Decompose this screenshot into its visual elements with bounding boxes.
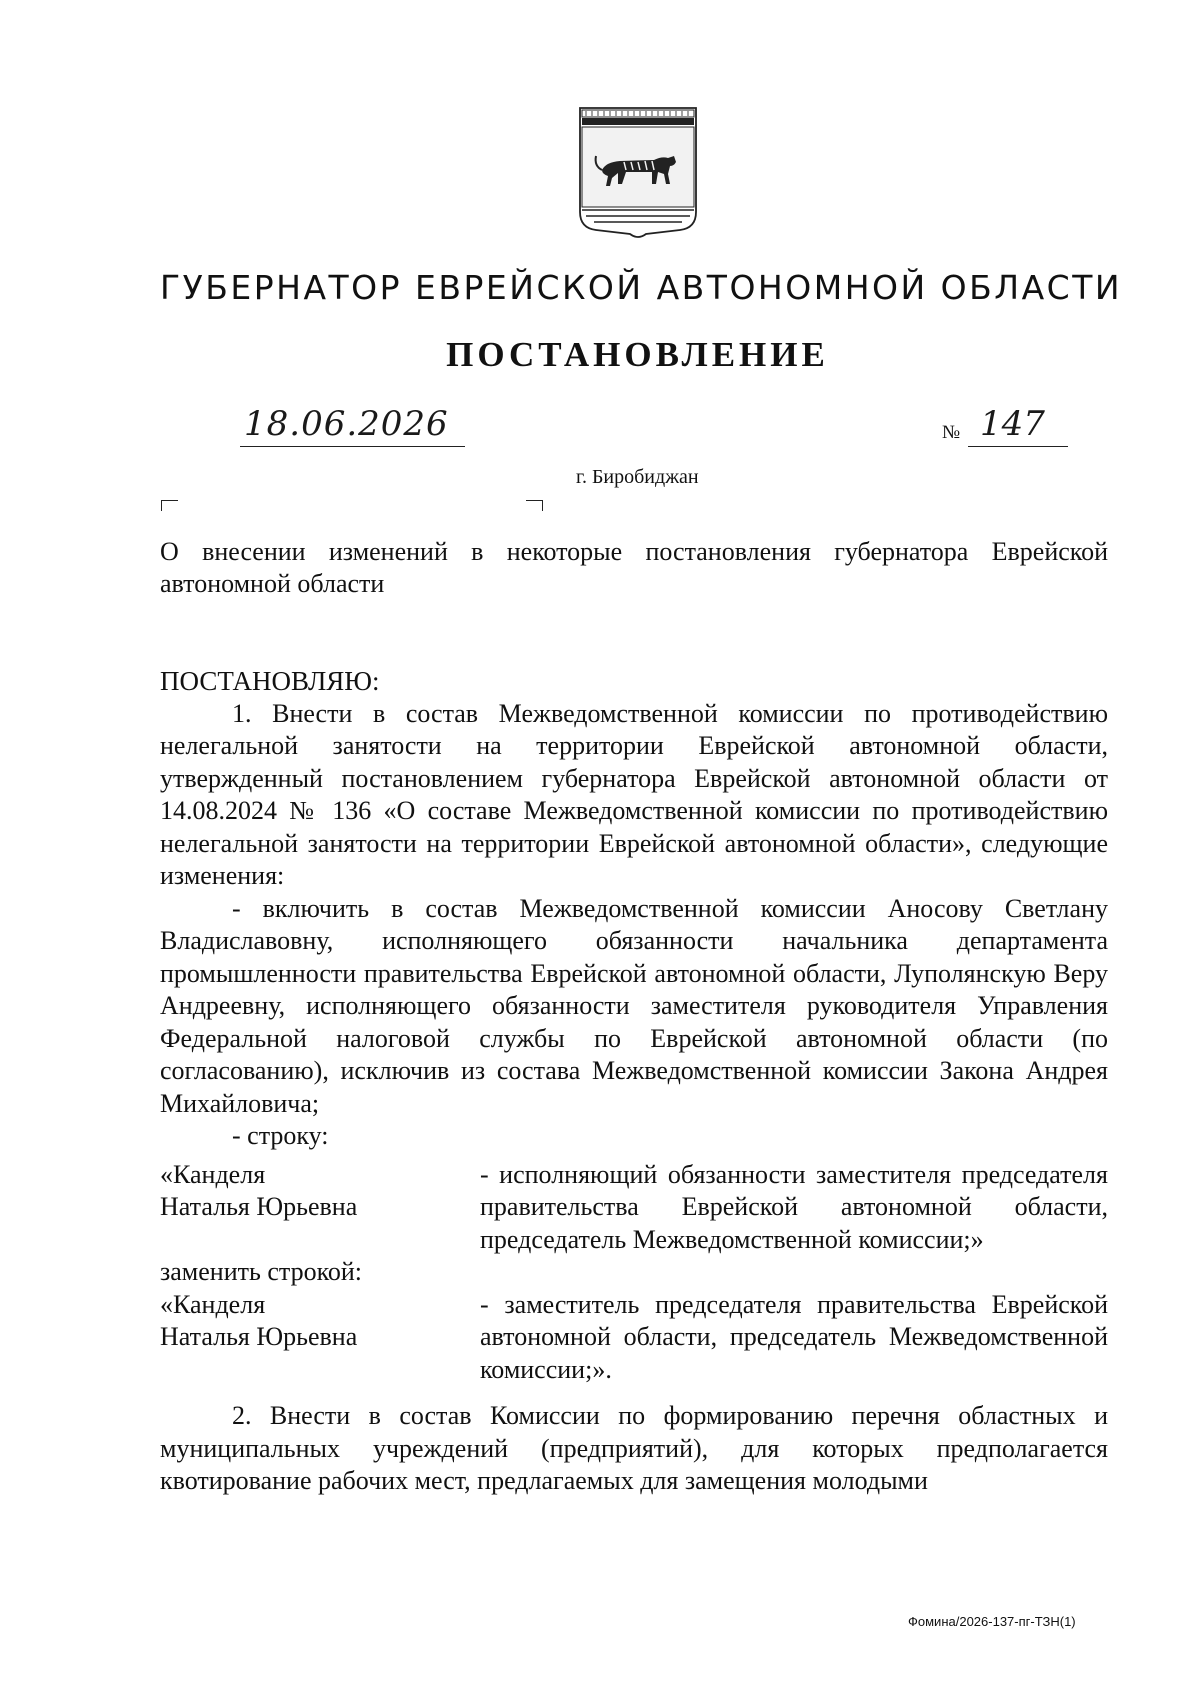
member-name-old bbox=[160, 1159, 480, 1257]
document-body bbox=[160, 665, 1108, 1498]
bullet-include: - включить в состав Межведомственной комиссии Аносову Светлану Владиславовну, исполняющего обязанности начальника департамента промышленности правительства Еврейской автономной области, Луполянскую Веру Андреевну, исполняющего обязанности заместителя руководителя Управления Федеральной налоговой службы по Еврейской автономной области (по согласованию), исключив из состава Межведомственной комиссии Закона Андрея Михайловича; bbox=[160, 893, 1108, 1118]
bullet-line: - строку: bbox=[232, 1121, 329, 1150]
document-number-field bbox=[968, 404, 1068, 447]
member-position-new: - заместитель председателя правительства Еврейской автономной области, председатель Межведомственной комиссии;». bbox=[480, 1289, 1108, 1384]
paragraph-1: 1. Внести в состав Межведомственной комиссии по противодействию нелегальной занятости на территории Еврейской автономной области, утвержденный постановлением губернатора Еврейской автономной области от 14.08.2024 № 136 «О составе Межведомственной комиссии по противодействию нелегальной занятости на территории Еврейской автономной области», следующие изменения: bbox=[160, 698, 1108, 890]
coat-of-arms-emblem bbox=[576, 104, 700, 244]
footer-document-code: Фомина/2026-137-пг-ТЗН(1) bbox=[908, 1614, 1076, 1629]
subject-corner-right bbox=[526, 500, 543, 511]
document-subject: О внесении изменений в некоторые постановления губернатора Еврейской автономной области bbox=[160, 537, 1108, 598]
resolve-heading: ПОСТАНОВЛЯЮ: bbox=[160, 666, 380, 696]
city-name: г. Биробиджан bbox=[576, 466, 699, 488]
member-surname: «Канделя bbox=[160, 1159, 266, 1189]
member-given-names: Наталья Юрьевна bbox=[160, 1192, 358, 1221]
paragraph-2: 2. Внести в состав Комиссии по формированию перечня областных и муниципальных учреждений (предприятий), для которых предполагается квотирование рабочих мест, предлагаемых для замещения молодыми bbox=[160, 1401, 1108, 1495]
member-position-old: - исполняющий обязанности заместителя председателя правительства Еврейской автономной области, председатель Межведомственной комиссии;» bbox=[480, 1159, 1108, 1254]
table-row-old bbox=[160, 1159, 1108, 1257]
member-given-names: Наталья Юрьевна bbox=[160, 1322, 358, 1351]
document-type-title: ПОСТАНОВЛЕНИЕ bbox=[446, 335, 829, 374]
member-surname: «Канделя bbox=[160, 1289, 266, 1319]
authority-heading: ГУБЕРНАТОР ЕВРЕЙСКОЙ АВТОНОМНОЙ ОБЛАСТИ bbox=[160, 268, 1123, 307]
replace-label: заменить строкой: bbox=[160, 1257, 363, 1286]
document-number: 147 bbox=[980, 404, 1045, 444]
document-date: 18.06.2026 bbox=[244, 404, 449, 444]
table-row-new bbox=[160, 1289, 1108, 1387]
document-date-field bbox=[240, 404, 465, 447]
number-sign: № bbox=[942, 422, 961, 443]
member-name-new bbox=[160, 1289, 480, 1387]
subject-corner-left bbox=[161, 500, 178, 511]
